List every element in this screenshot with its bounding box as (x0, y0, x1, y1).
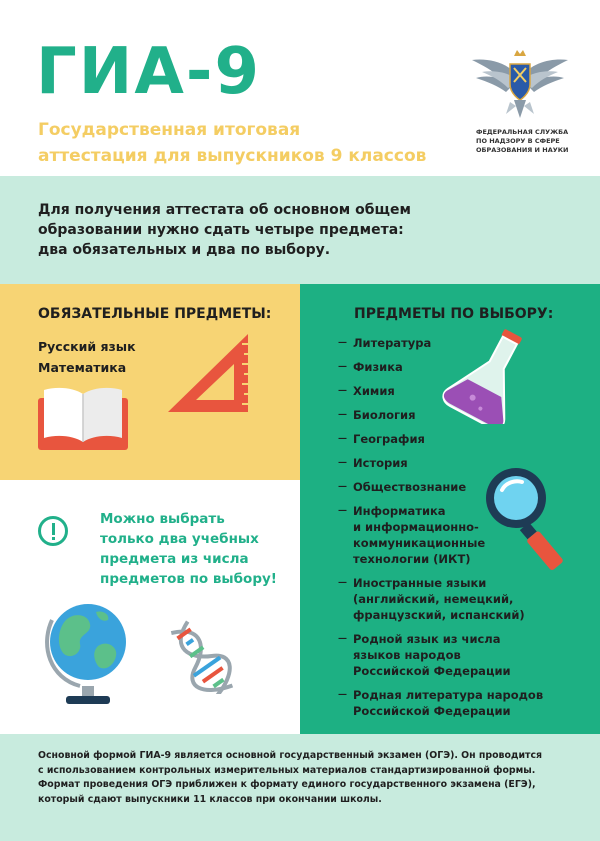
note-line: Можно выбрать (100, 511, 225, 527)
list-item (340, 383, 585, 399)
list-item-line: — Биология (353, 408, 416, 422)
footer-line: с использованием контрольных измерительных материалов стандартизированной формы. (38, 764, 536, 776)
list-item-line: коммуникационные (353, 536, 486, 550)
list-item-line: французский, испанский) (353, 608, 525, 622)
subtitle-line: аттестация для выпускников 9 классов (38, 146, 427, 166)
list-item-line: — История (353, 456, 408, 470)
exclamation-circle-icon (38, 516, 68, 546)
logo-caption-line: ПО НАДЗОРУ В СФЕРЕ (476, 137, 560, 145)
list-item-line: — Информатика (353, 504, 446, 518)
list-item (340, 455, 585, 471)
intro-line: образовании нужно сдать четыре предмета: (38, 222, 404, 238)
list-item-line: — Литература (353, 336, 432, 350)
page-subtitle (38, 117, 478, 169)
list-item (340, 575, 585, 623)
footer-line: Формат проведения ОГЭ приближен к формату единого государственного экзамена (ЕГЭ), (38, 779, 536, 790)
exclamation-dot (52, 537, 55, 540)
footer-line: Основной формой ГИА-9 является основной государственный экзамен (ОГЭ). Он проводится (38, 750, 543, 761)
list-item-line: технологии (ИКТ) (353, 552, 471, 566)
required-subjects-section (0, 284, 300, 480)
intro-line: Для получения аттестата об основном общем (38, 202, 411, 218)
elective-subjects-list (340, 335, 585, 727)
logo-caption (476, 128, 586, 155)
list-item-line: Российской Федерации (353, 664, 511, 678)
elective-subjects-title: ПРЕДМЕТЫ ПО ВЫБОРУ: (354, 306, 554, 322)
triangle-ruler-icon (162, 330, 254, 422)
dna-icon (168, 604, 258, 694)
list-item-line: Российской Федерации (353, 704, 511, 718)
list-item (340, 503, 585, 567)
note-line: предметов по выбору! (100, 571, 277, 587)
list-item-line: — Обществознание (353, 480, 467, 494)
subtitle-line: Государственная итоговая (38, 120, 301, 140)
footer-section (0, 734, 600, 841)
choice-note-section (0, 480, 300, 734)
exclamation-bar (52, 523, 55, 535)
elective-subjects-section (300, 284, 600, 734)
intro-section (0, 176, 600, 284)
logo-caption-line: ОБРАЗОВАНИЯ И НАУКИ (476, 146, 569, 154)
choice-note-text (100, 509, 290, 589)
note-line: предмета из числа (100, 551, 249, 567)
intro-text (38, 200, 418, 260)
intro-line: два обязательных и два по выбору. (38, 242, 331, 258)
list-item-line: — Родной язык из числа (353, 632, 501, 646)
list-item (340, 359, 585, 375)
list-item-line: — География (353, 432, 425, 446)
logo-caption-line: ФЕДЕРАЛЬНАЯ СЛУЖБА (476, 128, 569, 136)
open-book-icon (38, 384, 128, 450)
eagle-emblem-icon (470, 48, 570, 123)
list-item: Русский язык (38, 339, 136, 354)
required-subjects-title: ОБЯЗАТЕЛЬНЫЕ ПРЕДМЕТЫ: (38, 306, 272, 322)
list-item (340, 335, 585, 351)
list-item-line: (английский, немецкий, (353, 592, 514, 606)
list-item (340, 631, 585, 679)
list-item-line: — Родная литература народов (353, 688, 544, 702)
list-item (340, 687, 585, 719)
list-item (340, 431, 585, 447)
list-item-line: — Иностранные языки (353, 576, 487, 590)
list-item-line: языков народов (353, 648, 461, 662)
note-line: только два учебных (100, 531, 259, 547)
header (0, 0, 600, 176)
list-item-line: — Химия (353, 384, 395, 398)
list-item-line: — Физика (353, 360, 403, 374)
list-item: Математика (38, 360, 127, 375)
footer-text (38, 749, 566, 807)
globe-icon (38, 590, 138, 710)
footer-line: который сдают выпускники 11 классов при окончании школы. (38, 793, 382, 805)
list-item-line: и информационно- (353, 520, 479, 534)
page-title: ГИА-9 (36, 35, 261, 109)
list-item (340, 407, 585, 423)
required-subjects-list (38, 336, 136, 378)
list-item (340, 479, 585, 495)
